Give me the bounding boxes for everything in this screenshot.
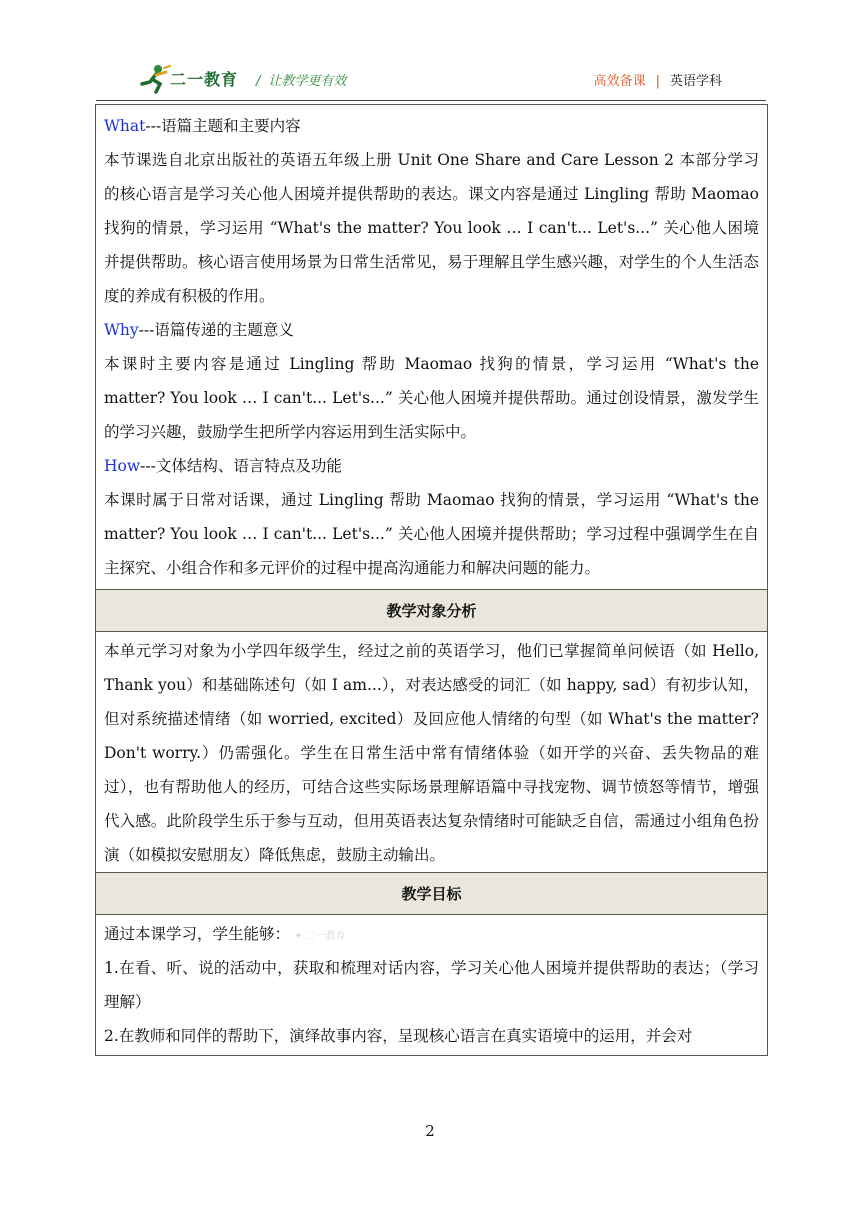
- header-label: 高效备课: [593, 74, 646, 89]
- slogan-text: 让教学更有效: [268, 74, 347, 89]
- page-number: 2: [425, 1122, 435, 1140]
- how-heading: [104, 449, 759, 483]
- why-heading-text: ---语篇传递的主题意义: [138, 321, 294, 339]
- students-analysis-header: 教学对象分析: [96, 590, 767, 632]
- teaching-goals-header: 教学目标: [96, 873, 767, 915]
- what-label: What: [104, 117, 146, 135]
- slash-divider: /: [256, 74, 261, 89]
- what-heading-text: ---语篇主题和主要内容: [145, 117, 301, 135]
- what-paragraph: 本节课选自北京出版社的英语五年级上册 Unit One Share and Care Lesson 2 本部分学习的核心语言是学习关心他人困境并提供帮助的表达。课文内容是通过 Lingling 帮助 Maomao 找狗的情景，学习运用 “What's the matter? You look … I can't... Let's...” 关心他人困境并提供帮助。核心语言使用场景为日常生活常见，易于理解且学生感兴趣，对学生的个人生活态度的养成有积极的作用。: [104, 151, 759, 305]
- why-paragraph: 本课时主要内容是通过 Lingling 帮助 Maomao 找狗的情景，学习运用 “What's the matter? You look … I can't... Let's...” 关心他人困境并提供帮助。通过创设情景，激发学生的学习兴趣，鼓励学生把所学内容运用到生活实际中。: [104, 355, 759, 441]
- students-paragraph: 本单元学习对象为小学四年级学生，经过之前的英语学习，他们已掌握简单问候语（如 Hello, Thank you）和基础陈述句（如 I am...），对表达感受的词汇（如 happy, sad）有初步认知，但对系统描述情绪（如 worried, excited）及回应他人情绪的句型（如 What's the matter? Don't worry.）仍需强化。学生在日常生活中常有情绪体验（如开学的兴奋、丢失物品的难过），也有帮助他人的经历，可结合这些实际场景理解语篇中寻找宠物、调节愤怒等情节，增强代入感。此阶段学生乐于参与互动，但用英语表达复杂情绪时可能缺乏自信，需通过小组角色扮演（如模拟安慰朋友）降低焦虑，鼓励主动输出。: [104, 642, 759, 864]
- faint-watermark-icon: [294, 928, 354, 942]
- how-paragraph: 本课时属于日常对话课，通过 Lingling 帮助 Maomao 找狗的情景，学习运用 “What's the matter? You look … I can't... Let's...” 关心他人困境并提供帮助；学习过程中强调学生在自主探究、小组合作和多元评价的过程中提高沟通能力和解决问题的能力。: [104, 491, 759, 577]
- lesson-plan-table: [95, 104, 768, 1056]
- students-analysis-cell: [96, 632, 767, 873]
- text-analysis-cell: [96, 105, 767, 590]
- svg-text:✦ 二一教育: ✦ 二一教育: [294, 931, 346, 942]
- brand-logo: [138, 64, 248, 94]
- goals-intro: [104, 917, 759, 951]
- goals-intro-text: 通过本课学习，学生能够：: [104, 925, 291, 943]
- running-man-icon: [138, 64, 172, 94]
- page-header: [96, 62, 766, 98]
- how-label: How: [104, 457, 141, 475]
- subject-label: 英语学科: [669, 74, 722, 89]
- goal-1: 1.在看、听、说的活动中，获取和梳理对话内容，学习关心他人困境并提供帮助的表达；（学习理解）: [104, 959, 759, 1011]
- teaching-goals-cell: [96, 915, 767, 1055]
- header-right: [594, 70, 722, 89]
- header-rule: [96, 100, 766, 101]
- header-separator: |: [655, 74, 660, 89]
- logo-text: 二一教育: [170, 70, 239, 89]
- what-heading: [104, 109, 759, 143]
- goal-2: 2.在教师和同伴的帮助下，演绎故事内容，呈现核心语言在真实语境中的运用，并会对: [104, 1027, 693, 1045]
- slogan: [256, 70, 346, 89]
- how-heading-text: ---文体结构、语言特点及功能: [140, 457, 342, 475]
- why-heading: [104, 313, 759, 347]
- why-label: Why: [104, 321, 139, 339]
